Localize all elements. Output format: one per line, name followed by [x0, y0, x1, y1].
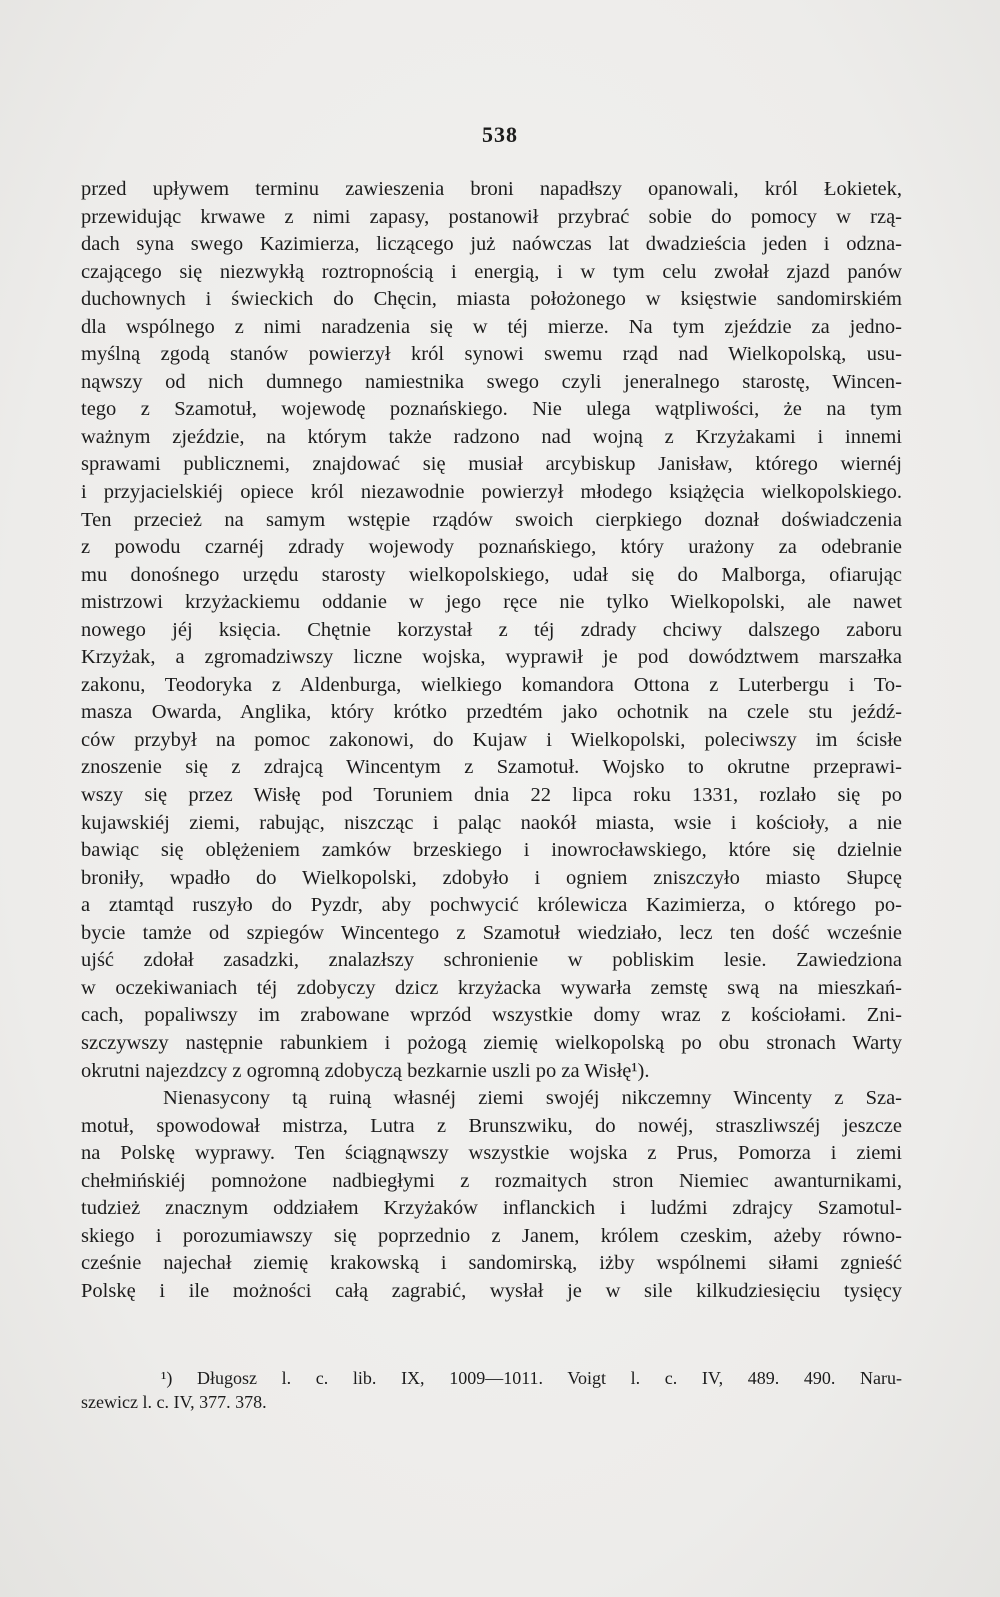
text-line: ujść zdołał zasadzki, znalazłszy schronienie w pobliskim lesie. Zawiedziona: [81, 949, 902, 972]
text-line: cześnie najechał ziemię krakowską i sandomirską, iżby wspólnemi siłami zgnieść: [81, 1252, 902, 1275]
text-line: mistrzowi krzyżackiemu oddanie w jego ręce nie tylko Wielkopolski, ale nawet: [81, 591, 902, 614]
text-line: ważnym zjeździe, na którym także radzono nad wojną z Krzyżakami i innemi: [81, 425, 902, 448]
text-line: duchownych i świeckich do Chęcin, miasta położonego w księstwie sandomirskiém: [81, 288, 902, 311]
text-line: sprawami publicznemi, znajdować się musiał arcybiskup Janisław, którego wiernéj: [81, 453, 902, 476]
text-line: zakonu, Teodoryka z Aldenburga, wielkiego komandora Ottona z Luterbergu i To-: [81, 673, 902, 696]
footnote: [81, 1366, 902, 1414]
text-line: nowego jéj księcia. Chętnie korzystał z téj zdrady chciwy dalszego zaboru: [81, 618, 902, 641]
text-line: przed upływem terminu zawieszenia broni napadłszy opanowali, król Łokietek,: [81, 178, 902, 200]
text-line: chełmińskiéj pomnożone nadbiegłymi z rozmaitych stron Niemiec awanturnikami,: [81, 1169, 902, 1192]
paragraph-end-line: okrutni najezdzcy z ogromną zdobyczą bezkarnie uszli po za Wisłę¹).: [81, 1059, 650, 1082]
text-line: motuł, spowodował mistrza, Lutra z Brunszwiku, do nowéj, straszliwszéj jeszcze: [81, 1114, 902, 1137]
text-line: nąwszy od nich dumnego namiestnika swego czyli jeneralnego starostę, Wincen-: [81, 370, 902, 393]
text-line: Ten przecież na samym wstępie rządów swoich cierpkiego doznał doświadczenia: [81, 508, 902, 531]
text-line: myślną zgodą stanów powierzył król synowi swemu rząd nad Wielkopolską, usu-: [81, 343, 902, 366]
text-line: znoszenie się z zdrajcą Wincentym z Szamotuł. Wojsko to okrutne przeprawi-: [81, 756, 902, 779]
text-line: czającego się niezwykłą roztropnością i energią, i w tym celu zwołał zjazd panów: [81, 260, 902, 283]
text-line: przewidując krwawe z nimi zapasy, postanowił przybrać sobie do pomocy w rzą-: [81, 205, 902, 228]
text-line: w oczekiwaniach téj zdobyczy dzicz krzyżacka wywarła zemstę swą na mieszkań-: [81, 976, 902, 999]
text-line: tego z Szamotuł, wojewodę poznańskiego. Nie ulega wątpliwości, że na tym: [81, 398, 902, 421]
footnote-line: szewicz l. c. IV, 377. 378.: [81, 1392, 267, 1412]
text-line: a ztamtąd ruszyło do Pyzdr, aby pochwycić królewicza Kazimierza, o którego po-: [81, 894, 902, 917]
page-number: 538: [482, 122, 518, 147]
text-line: broniły, wpadło do Wielkopolski, zdobyło i ogniem zniszczyło miasto Słupcę: [81, 866, 902, 889]
text-line: dla wspólnego z nimi naradzenia się w téj mierze. Na tym zjeździe za jedno-: [81, 315, 902, 338]
text-line: Polskę i ile możności całą zagrabić, wysłał je w sile kilkudziesięciu tysięcy: [81, 1279, 902, 1302]
paragraph-start-line: Nienasycony tą ruiną własnéj ziemi swojéj nikczemny Wincenty z Sza-: [163, 1087, 902, 1110]
text-line: skiego i porozumiawszy się poprzednio z Janem, królem czeskim, ażeby równo-: [81, 1224, 902, 1247]
text-line: ców przybył na pomoc zakonowi, do Kujaw i Wielkopolski, poleciwszy im ścisłe: [81, 728, 902, 751]
text-line: mu donośnego urzędu starosty wielkopolskiego, udał się do Malborga, ofiarując: [81, 563, 902, 586]
text-line: bycie tamże od szpiegów Wincentego z Szamotuł wiedziało, lecz ten dość wcześnie: [81, 921, 902, 944]
text-line: tudzież znacznym oddziałem Krzyżaków inflanckich i ludźmi zdrajcy Szamotul-: [81, 1197, 902, 1220]
text-line: wszy się przez Wisłę pod Toruniem dnia 22 lipca roku 1331, rozlało się po: [81, 784, 902, 807]
text-line: dach syna swego Kazimierza, liczącego już naówczas lat dwadzieścia jeden i odzna-: [81, 233, 902, 256]
text-line: bawiąc się oblężeniem zamków brzeskiego i inowrocławskiego, które się dzielnie: [81, 839, 902, 862]
text-line: masza Owarda, Anglika, który krótko przedtém jako ochotnik na czele stu jeźdź-: [81, 701, 902, 724]
text-line: z powodu czarnéj zdrady wojewody poznańskiego, który urażony za odebranie: [81, 536, 902, 559]
text-line: cach, popaliwszy im zrabowane wprzód wszystkie domy wraz z kościołami. Zni-: [81, 1004, 902, 1027]
text-line: i przyjacielskiéj opiece król niezawodnie powierzył młodego książęcia wielkopolskiego.: [81, 481, 902, 504]
text-line: kujawskiéj ziemi, rabując, niszcząc i paląc naokół miasta, wsie i kościoły, a nie: [81, 811, 902, 834]
text-line: szczywszy następnie rabunkiem i pożogą ziemię wielkopolską po obu stronach Warty: [81, 1031, 902, 1054]
footnote-line: ¹) Długosz l. c. lib. IX, 1009—1011. Voigt l. c. IV, 489. 490. Naru-: [161, 1368, 902, 1388]
text-line: na Polskę wyprawy. Ten ściągnąwszy wszystkie wojska z Prus, Pomorza i ziemi: [81, 1142, 902, 1165]
text-line: Krzyżak, a zgromadziwszy liczne wojska, wyprawił je pod dowództwem marszałka: [81, 646, 902, 669]
body-text: [81, 176, 902, 1305]
